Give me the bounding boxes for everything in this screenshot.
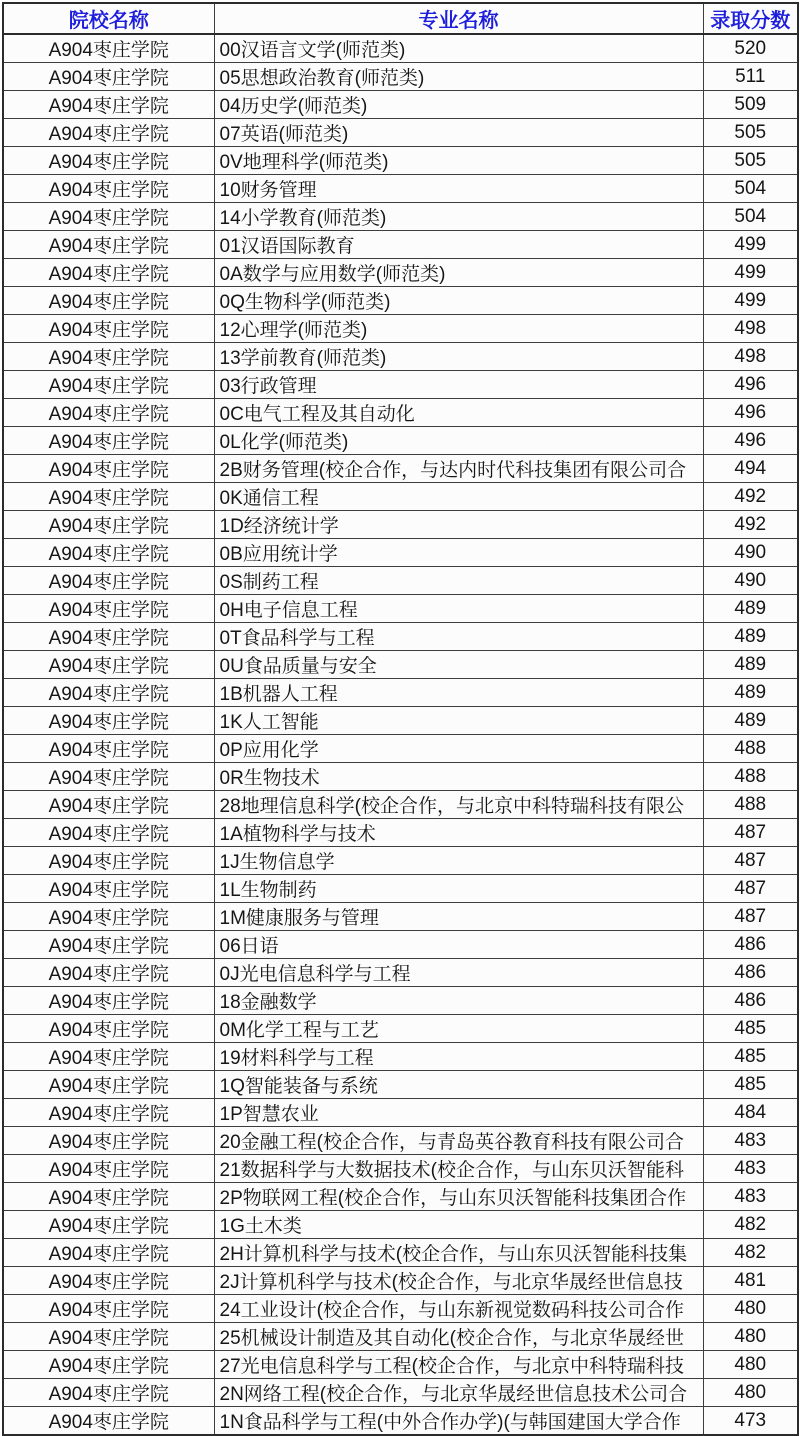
table-row [3,1211,798,1239]
major-cell: 0P应用化学 [214,735,703,763]
major-cell: 20金融工程(校企合作，与青岛英谷教育科技有限公司合 [214,1127,703,1155]
score-cell: 486 [703,931,798,959]
score-cell: 494 [703,455,798,483]
major-cell: 28地理信息科学(校企合作，与北京中科特瑞科技有限公 [214,791,703,819]
major-cell: 2B财务管理(校企合作，与达内时代科技集团有限公司合 [214,455,703,483]
table-row [3,91,798,119]
major-cell: 1M健康服务与管理 [214,903,703,931]
major-cell: 1D经济统计学 [214,511,703,539]
score-cell: 480 [703,1379,798,1407]
table-header [3,3,798,34]
major-cell: 0C电气工程及其自动化 [214,399,703,427]
table-row [3,847,798,875]
school-cell: A904枣庄学院 [3,511,214,539]
table-row [3,203,798,231]
major-cell: 1J生物信息学 [214,847,703,875]
major-cell: 00汉语言文学(师范类) [214,34,703,63]
major-cell: 2H计算机科学与技术(校企合作，与山东贝沃智能科技集 [214,1239,703,1267]
school-cell: A904枣庄学院 [3,371,214,399]
school-cell: A904枣庄学院 [3,931,214,959]
major-cell: 0A数学与应用数学(师范类) [214,259,703,287]
major-cell: 0V地理科学(师范类) [214,147,703,175]
score-cell: 483 [703,1183,798,1211]
score-cell: 489 [703,679,798,707]
major-cell: 14小学教育(师范类) [214,203,703,231]
major-cell: 1P智慧农业 [214,1099,703,1127]
score-cell: 473 [703,1407,798,1436]
score-cell: 520 [703,34,798,63]
school-cell: A904枣庄学院 [3,539,214,567]
score-cell: 496 [703,371,798,399]
score-cell: 482 [703,1239,798,1267]
table-row [3,511,798,539]
score-cell: 496 [703,399,798,427]
school-cell: A904枣庄学院 [3,91,214,119]
school-cell: A904枣庄学院 [3,147,214,175]
table-row [3,735,798,763]
table-row [3,763,798,791]
score-cell: 504 [703,175,798,203]
score-cell: 485 [703,1071,798,1099]
score-cell: 511 [703,63,798,91]
school-cell: A904枣庄学院 [3,1071,214,1099]
score-cell: 483 [703,1127,798,1155]
score-cell: 487 [703,847,798,875]
school-cell: A904枣庄学院 [3,427,214,455]
score-cell: 499 [703,231,798,259]
school-cell: A904枣庄学院 [3,875,214,903]
table-row [3,707,798,735]
admission-scores-table [2,2,799,1436]
table-row [3,539,798,567]
major-cell: 05思想政治教育(师范类) [214,63,703,91]
score-cell: 480 [703,1323,798,1351]
score-cell: 509 [703,91,798,119]
school-cell: A904枣庄学院 [3,483,214,511]
table-row [3,1099,798,1127]
school-cell: A904枣庄学院 [3,1351,214,1379]
major-cell: 18金融数学 [214,987,703,1015]
table-row [3,1071,798,1099]
major-cell: 0R生物技术 [214,763,703,791]
table-row [3,875,798,903]
score-cell: 492 [703,483,798,511]
major-cell: 25机械设计制造及其自动化(校企合作，与北京华晟经世 [214,1323,703,1351]
score-cell: 489 [703,623,798,651]
school-cell: A904枣庄学院 [3,567,214,595]
score-cell: 487 [703,819,798,847]
table-row [3,791,798,819]
table-row [3,231,798,259]
table-row [3,987,798,1015]
school-cell: A904枣庄学院 [3,819,214,847]
score-cell: 490 [703,539,798,567]
school-cell: A904枣庄学院 [3,791,214,819]
school-cell: A904枣庄学院 [3,1267,214,1295]
score-cell: 498 [703,315,798,343]
major-cell: 21数据科学与大数据技术(校企合作，与山东贝沃智能科 [214,1155,703,1183]
table-row [3,119,798,147]
table-row [3,651,798,679]
school-cell: A904枣庄学院 [3,1183,214,1211]
school-cell: A904枣庄学院 [3,231,214,259]
major-cell: 1Q智能装备与系统 [214,1071,703,1099]
score-cell: 489 [703,651,798,679]
school-cell: A904枣庄学院 [3,119,214,147]
score-cell: 488 [703,735,798,763]
score-cell: 486 [703,987,798,1015]
major-cell: 1L生物制药 [214,875,703,903]
score-cell: 487 [703,903,798,931]
major-cell: 19材料科学与工程 [214,1043,703,1071]
major-cell: 0T食品科学与工程 [214,623,703,651]
major-cell: 06日语 [214,931,703,959]
table-row [3,1239,798,1267]
school-cell: A904枣庄学院 [3,707,214,735]
score-cell: 499 [703,287,798,315]
score-cell: 488 [703,791,798,819]
score-cell: 488 [703,763,798,791]
table-row [3,1127,798,1155]
table-row [3,63,798,91]
school-cell: A904枣庄学院 [3,63,214,91]
school-cell: A904枣庄学院 [3,959,214,987]
major-cell: 0K通信工程 [214,483,703,511]
major-cell: 1B机器人工程 [214,679,703,707]
major-cell: 1A植物科学与技术 [214,819,703,847]
school-cell: A904枣庄学院 [3,1127,214,1155]
table-row [3,399,798,427]
table-row [3,595,798,623]
table-body [3,34,798,1435]
table-row [3,34,798,63]
school-cell: A904枣庄学院 [3,1295,214,1323]
major-cell: 1K人工智能 [214,707,703,735]
major-cell: 01汉语国际教育 [214,231,703,259]
table-row [3,819,798,847]
score-cell: 489 [703,707,798,735]
school-cell: A904枣庄学院 [3,1211,214,1239]
table-row [3,1407,798,1436]
table-row [3,1267,798,1295]
school-cell: A904枣庄学院 [3,1015,214,1043]
table-row [3,1323,798,1351]
school-cell: A904枣庄学院 [3,1043,214,1071]
col-header-major: 专业名称 [214,3,703,34]
school-cell: A904枣庄学院 [3,175,214,203]
major-cell: 13学前教育(师范类) [214,343,703,371]
major-cell: 27光电信息科学与工程(校企合作，与北京中科特瑞科技 [214,1351,703,1379]
major-cell: 0L化学(师范类) [214,427,703,455]
school-cell: A904枣庄学院 [3,1155,214,1183]
table-row [3,959,798,987]
score-cell: 486 [703,959,798,987]
score-cell: 505 [703,147,798,175]
school-cell: A904枣庄学院 [3,903,214,931]
major-cell: 0M化学工程与工艺 [214,1015,703,1043]
school-cell: A904枣庄学院 [3,987,214,1015]
score-cell: 490 [703,567,798,595]
table-row [3,175,798,203]
table-row [3,679,798,707]
score-cell: 496 [703,427,798,455]
major-cell: 0U食品质量与安全 [214,651,703,679]
score-cell: 483 [703,1155,798,1183]
score-cell: 505 [703,119,798,147]
school-cell: A904枣庄学院 [3,1239,214,1267]
school-cell: A904枣庄学院 [3,1323,214,1351]
score-cell: 484 [703,1099,798,1127]
major-cell: 04历史学(师范类) [214,91,703,119]
score-cell: 481 [703,1267,798,1295]
table-row [3,259,798,287]
table-row [3,1183,798,1211]
col-header-score: 录取分数 [703,3,798,34]
table-row [3,567,798,595]
score-cell: 504 [703,203,798,231]
major-cell: 2N网络工程(校企合作，与北京华晟经世信息技术公司合 [214,1379,703,1407]
table-row [3,1351,798,1379]
score-cell: 485 [703,1043,798,1071]
table-row [3,343,798,371]
table-row [3,147,798,175]
score-cell: 485 [703,1015,798,1043]
major-cell: 1N食品科学与工程(中外合作办学)(与韩国建国大学合作 [214,1407,703,1436]
school-cell: A904枣庄学院 [3,287,214,315]
school-cell: A904枣庄学院 [3,735,214,763]
major-cell: 10财务管理 [214,175,703,203]
table-row [3,315,798,343]
major-cell: 12心理学(师范类) [214,315,703,343]
school-cell: A904枣庄学院 [3,1379,214,1407]
school-cell: A904枣庄学院 [3,315,214,343]
major-cell: 0H电子信息工程 [214,595,703,623]
major-cell: 24工业设计(校企合作，与山东新视觉数码科技公司合作 [214,1295,703,1323]
score-cell: 482 [703,1211,798,1239]
major-cell: 03行政管理 [214,371,703,399]
table-row [3,483,798,511]
school-cell: A904枣庄学院 [3,1407,214,1436]
score-cell: 492 [703,511,798,539]
score-cell: 499 [703,259,798,287]
major-cell: 07英语(师范类) [214,119,703,147]
table-row [3,1295,798,1323]
table-row [3,1043,798,1071]
table-row [3,427,798,455]
table-row [3,455,798,483]
score-cell: 498 [703,343,798,371]
header-row [3,3,798,34]
major-cell: 2P物联网工程(校企合作，与山东贝沃智能科技集团合作 [214,1183,703,1211]
table-row [3,1155,798,1183]
major-cell: 0Q生物科学(师范类) [214,287,703,315]
table-row [3,371,798,399]
school-cell: A904枣庄学院 [3,1099,214,1127]
school-cell: A904枣庄学院 [3,259,214,287]
table-row [3,1379,798,1407]
major-cell: 0B应用统计学 [214,539,703,567]
table-row [3,1015,798,1043]
school-cell: A904枣庄学院 [3,763,214,791]
school-cell: A904枣庄学院 [3,651,214,679]
school-cell: A904枣庄学院 [3,679,214,707]
table-row [3,287,798,315]
table-row [3,931,798,959]
table-row [3,903,798,931]
major-cell: 0J光电信息科学与工程 [214,959,703,987]
score-cell: 489 [703,595,798,623]
score-cell: 487 [703,875,798,903]
school-cell: A904枣庄学院 [3,847,214,875]
school-cell: A904枣庄学院 [3,623,214,651]
major-cell: 1G土木类 [214,1211,703,1239]
school-cell: A904枣庄学院 [3,203,214,231]
school-cell: A904枣庄学院 [3,34,214,63]
school-cell: A904枣庄学院 [3,399,214,427]
major-cell: 0S制药工程 [214,567,703,595]
school-cell: A904枣庄学院 [3,595,214,623]
score-cell: 480 [703,1295,798,1323]
table-row [3,623,798,651]
school-cell: A904枣庄学院 [3,343,214,371]
score-cell: 480 [703,1351,798,1379]
major-cell: 2J计算机科学与技术(校企合作，与北京华晟经世信息技 [214,1267,703,1295]
col-header-school: 院校名称 [3,3,214,34]
school-cell: A904枣庄学院 [3,455,214,483]
